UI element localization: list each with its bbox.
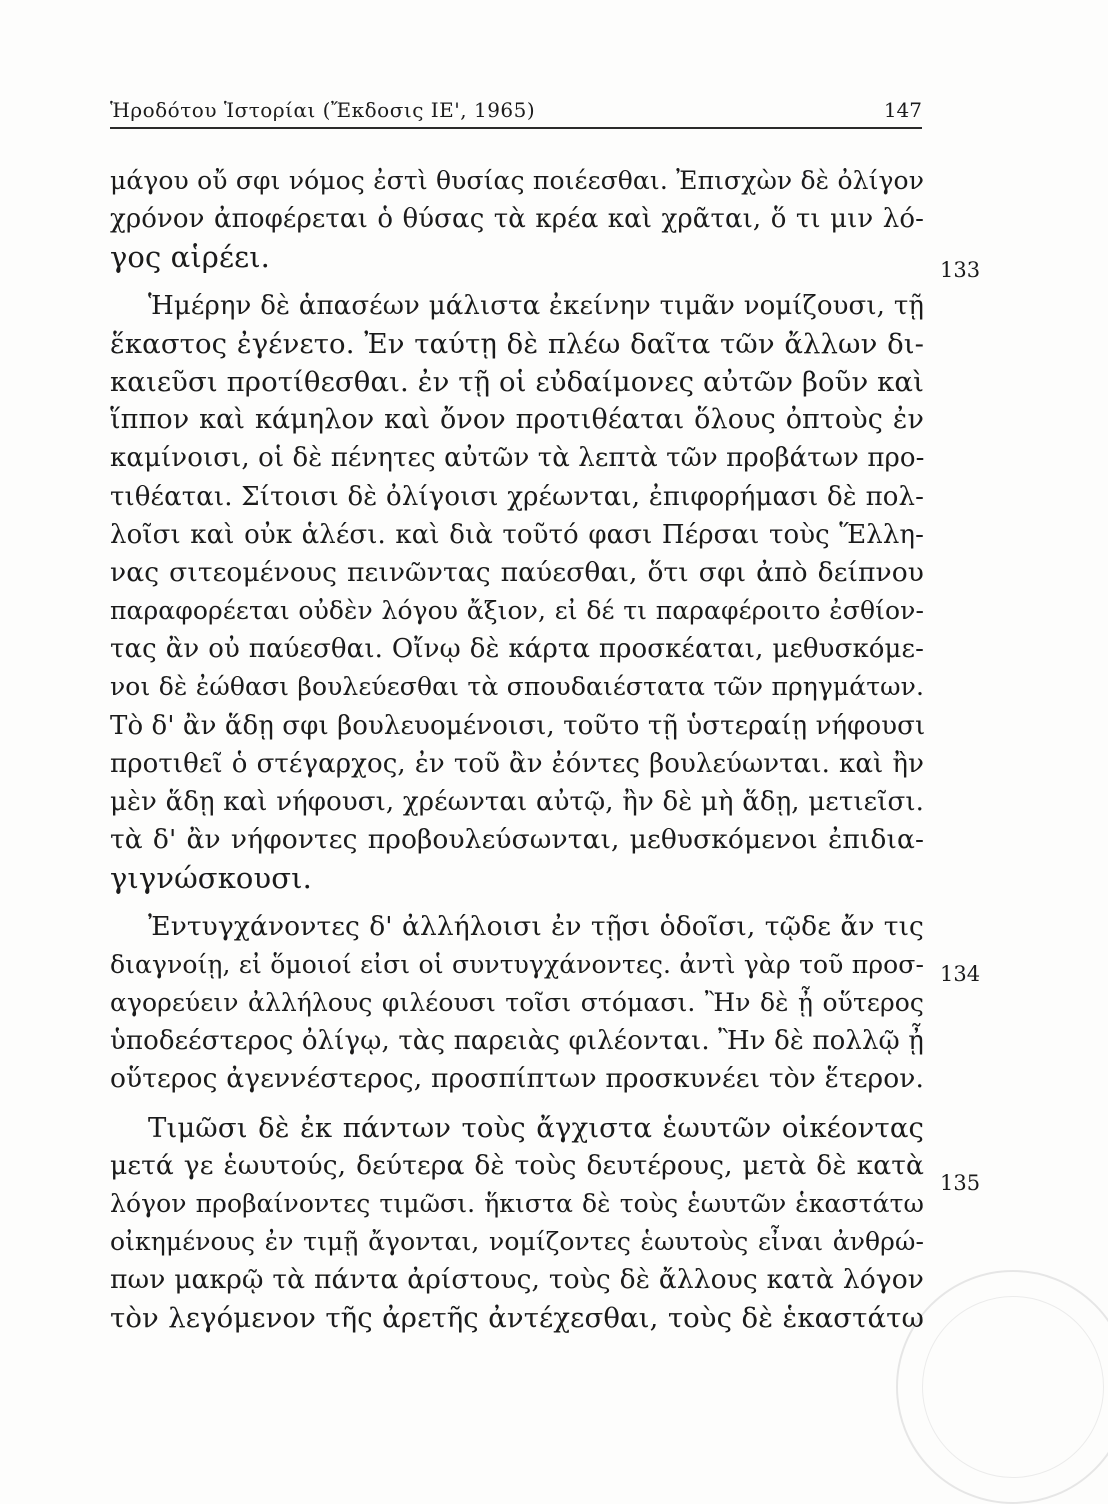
text-line: αγορεύειν ἀλλήλους φιλέουσι τοῖσι στόμασι. Ἢν δὲ ᾖ οὕτερος — [110, 987, 924, 1017]
paragraph-4 — [110, 1109, 924, 1338]
text-line: οὕτερος ἀγεννέστερος, προσπίπτων προσκυνέει τὸν ἕτερον. — [110, 1063, 924, 1095]
text-line: διαγνοίῃ, εἰ ὅμοιοί εἰσι οἱ συντυγχάνοντες. ἀντὶ γὰρ τοῦ προσ- — [110, 949, 924, 979]
running-head-title: Ἡροδότου Ἱστορίαι (Ἔκδοσις ΙΕ', 1965) — [110, 98, 536, 122]
page-body — [110, 162, 924, 1338]
text-line: προτιθεῖ ὁ στέγαρχος, ἐν τοῦ ἂν ἐόντες βουλεύωνται. καὶ ἢν — [110, 748, 924, 779]
text-line: τας ἂν οὐ παύεσθαι. Οἴνῳ δὲ κάρτα προσκέαται, μεθυσκόμε- — [110, 634, 924, 665]
text-line: καιεῦσι προτίθεσθαι. ἐν τῇ οἱ εὐδαίμονες αὐτῶν βοῦν καὶ — [110, 365, 924, 398]
text-line: χρόνον ἀποφέρεται ὁ θύσας τὰ κρέα καὶ χρᾶται, ὅ τι μιν λό- — [110, 204, 924, 235]
text-line: γος αἱρέει. — [110, 240, 270, 275]
text-line: μάγου οὔ σφι νόμος ἐστὶ θυσίας ποιέεσθαι. Ἐπισχὼν δὲ ὀλίγον — [110, 166, 924, 195]
section-number: 135 — [940, 1171, 981, 1195]
running-header — [110, 98, 922, 128]
text-line: παραφορέεται οὐδὲν λόγου ἄξιον, εἰ δέ τι παραφέροιτο ἐσθίον- — [110, 596, 924, 626]
text-line: ἕκαστος ἐγένετο. Ἐν ταύτῃ δὲ πλέω δαῖτα τῶν ἄλλων δι- — [110, 327, 924, 360]
text-line: πων μακρῷ τὰ πάντα ἀρίστους, τοὺς δὲ ἄλλους κατὰ λόγον — [110, 1264, 924, 1296]
page-number: 147 — [883, 98, 922, 122]
text-line: λοῖσι καὶ οὐκ ἁλέσι. καὶ διὰ τοῦτό φασι Πέρσαι τοὺς Ἕλλη- — [110, 519, 924, 550]
section-number: 134 — [940, 962, 981, 986]
paragraph-1 — [110, 162, 924, 277]
text-line: τιθέαται. Σίτοισι δὲ ὀλίγοισι χρέωνται, ἐπιφορήμασι δὲ πολ- — [110, 481, 924, 512]
paragraph-3 — [110, 908, 924, 1099]
text-line: τὰ δ' ἂν νήφοντες προβουλεύσωνται, μεθυσκόμενοι ἐπιδια- — [110, 824, 924, 856]
text-line: γιγνώσκουσι. — [110, 861, 312, 896]
text-line: Ἡμέρην δὲ ἁπασέων μάλιστα ἐκείνην τιμᾶν νομίζουσι, τῇ — [148, 290, 924, 321]
text-line: Ἐντυγχάνοντες δ' ἀλλήλοισι ἐν τῇσι ὁδοῖσι, τῷδε ἄν τις — [148, 910, 924, 942]
header-rule — [110, 127, 922, 129]
text-line: ἵππον καὶ κάμηλον καὶ ὄνον προτιθέαται ὅλους ὀπτοὺς ἐν — [110, 404, 924, 436]
text-line: ὑποδεέστερος ὀλίγῳ, τὰς παρειὰς φιλέονται. Ἢν δὲ πολλῷ ᾖ — [110, 1026, 924, 1057]
library-stamp — [896, 1270, 1108, 1504]
text-line: οἰκημένους ἐν τιμῇ ἄγονται, νομίζοντες ἑωυτοὺς εἶναι ἀνθρώ- — [110, 1227, 924, 1257]
text-line: Τιμῶσι δὲ ἐκ πάντων τοὺς ἄγχιστα ἑωυτῶν οἰκέοντας — [148, 1111, 924, 1144]
text-line: μετά γε ἑωυτούς, δεύτερα δὲ τοὺς δευτέρους, μετὰ δὲ κατὰ — [110, 1149, 924, 1181]
text-line: καμίνοισι, οἱ δὲ πένητες αὐτῶν τὰ λεπτὰ τῶν προβάτων προ- — [110, 443, 925, 474]
text-line: μὲν ἅδῃ καὶ νήφουσι, χρέωνται αὐτῷ, ἢν δὲ μὴ ἅδῃ, μετιεῖσι. — [110, 787, 924, 817]
paragraph-2 — [110, 287, 924, 898]
section-number: 133 — [940, 258, 981, 282]
text-line: Τὸ δ' ἂν ἅδῃ σφι βουλευομένοισι, τοῦτο τῇ ὑστεραίῃ νήφουσι — [110, 710, 926, 741]
text-line: νοι δὲ ἐώθασι βουλεύεσθαι τὰ σπουδαιέστατα τῶν πρηγμάτων. — [110, 672, 924, 702]
text-line: νας σιτεομένους πεινῶντας παύεσθαι, ὅτι σφι ἀπὸ δείπνου — [110, 556, 924, 588]
text-line: λόγον προβαίνοντες τιμῶσι. ἥκιστα δὲ τοὺς ἑωυτῶν ἑκαστάτω — [110, 1188, 924, 1218]
text-line: τὸν λεγόμενον τῆς ἀρετῆς ἀντέχεσθαι, τοὺς δὲ ἑκαστάτω — [110, 1302, 924, 1335]
